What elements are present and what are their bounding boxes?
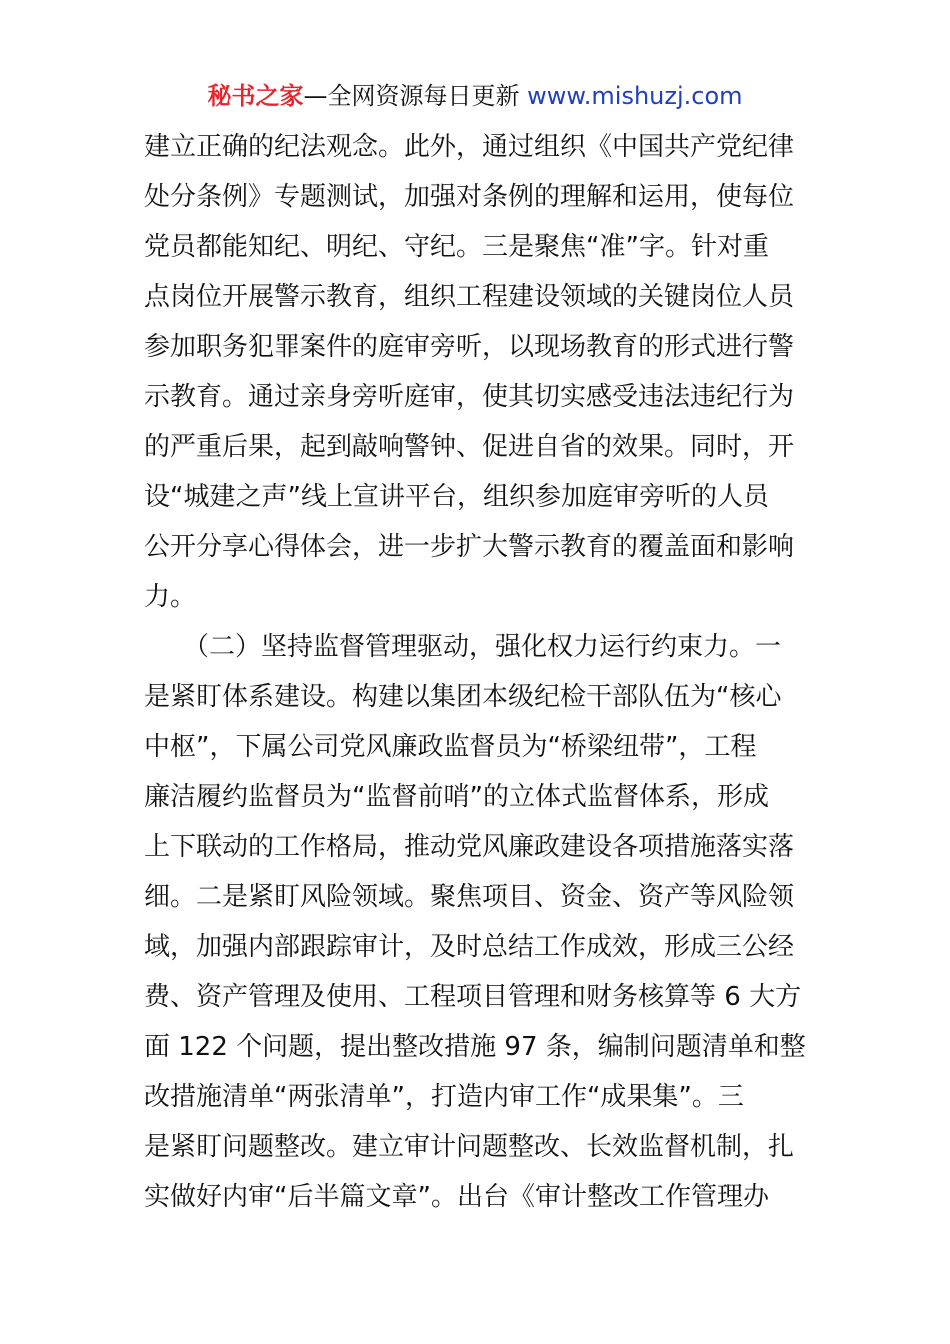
header-tagline: —全网资源每日更新 (303, 82, 528, 110)
text-line: 是紧盯问题整改。建立审计问题整改、长效监督机制，扎 (144, 1132, 795, 1162)
text-line: 实做好内审“后半篇文章”。出台《审计整改工作管理办 (144, 1182, 769, 1212)
document-body (144, 122, 824, 1222)
text-line: 参加职务犯罪案件的庭审旁听，以现场教育的形式进行警 (144, 332, 795, 362)
text-line: 面 122 个问题，提出整改措施 97 条，编制问题清单和整 (144, 1032, 806, 1062)
text-line: 设“城建之声”线上宣讲平台，组织参加庭审旁听的人员 (144, 482, 769, 512)
text-line: 点岗位开展警示教育，组织工程建设领域的关键岗位人员 (144, 282, 795, 312)
text-line: 细。二是紧盯风险领域。聚焦项目、资金、资产等风险领 (144, 882, 795, 912)
text-line: 廉洁履约监督员为“监督前哨”的立体式监督体系，形成 (144, 782, 769, 812)
text-line: 党员都能知纪、明纪、守纪。三是聚焦“准”字。针对重 (144, 232, 769, 262)
text-line: 费、资产管理及使用、工程项目管理和财务核算等 6 大方 (144, 982, 802, 1012)
text-line: 公开分享心得体会，进一步扩大警示教育的覆盖面和影响 (144, 532, 795, 562)
page-header (0, 80, 950, 112)
text-line: 中枢”，下属公司党风廉政监督员为“桥梁纽带”，工程 (144, 732, 757, 762)
section-heading-line: （二）坚持监督管理驱动，强化权力运行约束力。一 (144, 632, 782, 662)
text-line: 改措施清单“两张清单”，打造内审工作“成果集”。三 (144, 1082, 744, 1112)
text-line: 域，加强内部跟踪审计，及时总结工作成效，形成三公经 (144, 932, 795, 962)
text-line: 力。 (144, 582, 197, 612)
brand-name: 秘书之家 (207, 82, 304, 110)
text-line: 上下联动的工作格局，推动党风廉政建设各项措施落实落 (144, 832, 795, 862)
text-line: 处分条例》专题测试，加强对条例的理解和运用，使每位 (144, 182, 795, 212)
site-url-link[interactable]: www.mishuzj.com (527, 82, 743, 110)
text-line: 的严重后果，起到敲响警钟、促进自省的效果。同时，开 (144, 432, 795, 462)
text-line: 建立正确的纪法观念。此外，通过组织《中国共产党纪律 (144, 132, 795, 162)
text-line: 示教育。通过亲身旁听庭审，使其切实感受违法违纪行为 (144, 382, 795, 412)
text-line: 是紧盯体系建设。构建以集团本级纪检干部队伍为“核心 (144, 682, 782, 712)
